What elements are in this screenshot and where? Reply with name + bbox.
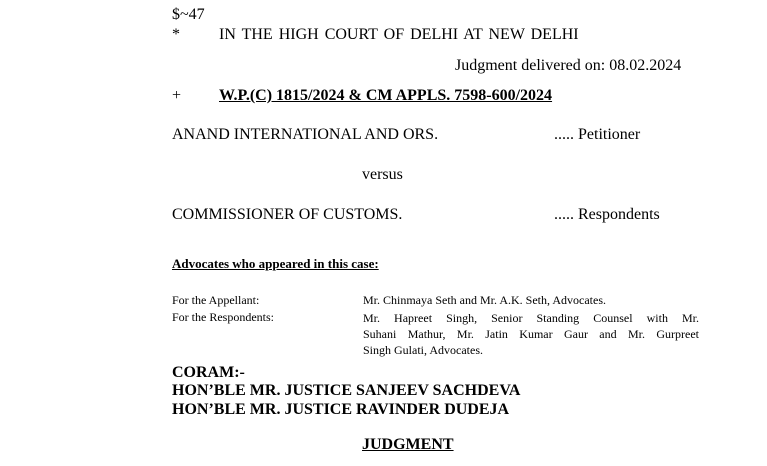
coram-judge-1: HON’BLE MR. JUSTICE SANJEEV SACHDEVA	[172, 382, 521, 399]
advocates-heading: Advocates who appeared in this case:	[172, 256, 379, 271]
serial-number: $~47	[172, 6, 205, 23]
respondent-name: COMMISSIONER OF CUSTOMS.	[172, 206, 403, 223]
versus-label: versus	[362, 166, 403, 183]
plus-marker: +	[172, 87, 182, 104]
judgment-date: Judgment delivered on: 08.02.2024	[455, 57, 682, 74]
section-title: JUDGMENT	[362, 436, 454, 453]
respondents-advocates-line: Mr. Hapreet Singh, Senior Standing Counsel with Mr.	[363, 311, 699, 325]
appellant-advocates: Mr. Chinmaya Seth and Mr. A.K. Seth, Advocates.	[363, 293, 606, 307]
respondents-advocates-line: Singh Gulati, Advocates.	[363, 343, 483, 357]
petitioner-role: ..... Petitioner	[554, 126, 641, 143]
coram-judge-2: HON’BLE MR. JUSTICE RAVINDER DUDEJA	[172, 401, 510, 418]
respondent-role: ..... Respondents	[554, 206, 660, 223]
petitioner-name: ANAND INTERNATIONAL AND ORS.	[172, 126, 439, 143]
respondents-advocates-line: Suhani Mathur, Mr. Jatin Kumar Gaur and Mr. Gurpreet	[363, 327, 699, 341]
star-marker: *	[172, 26, 180, 43]
coram-heading: CORAM:-	[172, 364, 245, 381]
court-name: IN THE HIGH COURT OF DELHI AT NEW DELHI	[219, 26, 579, 43]
respondents-advocates	[363, 310, 699, 358]
case-number: W.P.(C) 1815/2024 & CM APPLS. 7598-600/2024	[219, 87, 553, 104]
respondents-label: For the Respondents:	[172, 310, 274, 324]
appellant-label: For the Appellant:	[172, 293, 260, 307]
